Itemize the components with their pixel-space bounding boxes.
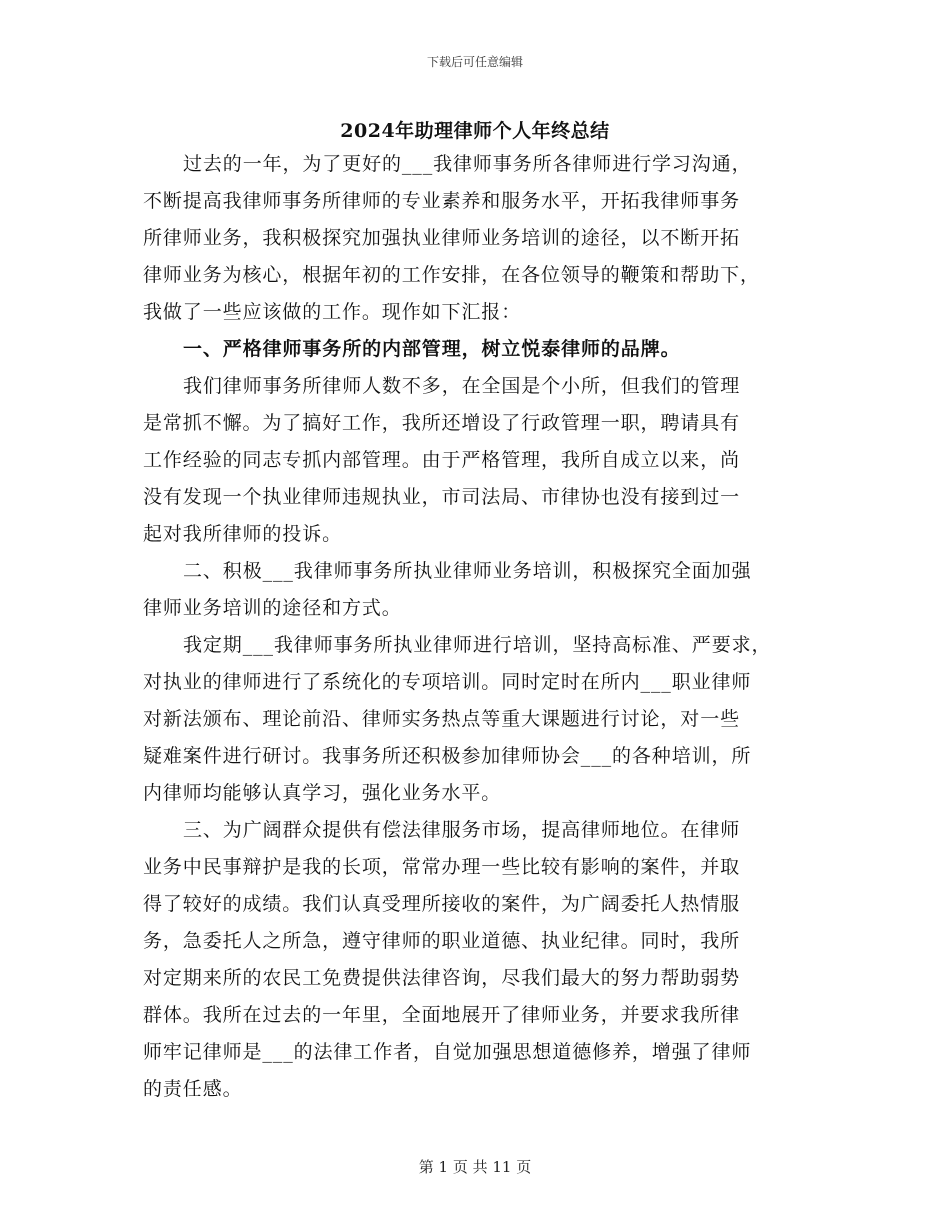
body-text-line: 对新法颁布、理论前沿、律师实务热点等重大课题进行讨论，对一些 xyxy=(143,708,741,730)
document-body xyxy=(143,146,823,1108)
body-text-line: 工作经验的同志专抓内部管理。由于严格管理，我所自成立以来，尚 xyxy=(143,449,741,471)
body-text-line: 律师业务为核心，根据年初的工作安排，在各位领导的鞭策和帮助下， xyxy=(143,264,760,286)
section-heading: 一、严格律师事务所的内部管理，树立悦泰律师的品牌。 xyxy=(183,338,681,360)
header-note: 下载后可任意编辑 xyxy=(426,55,523,69)
body-text-line: 过去的一年，为了更好的___我律师事务所各律师进行学习沟通， xyxy=(183,153,752,175)
document-title: 2024年助理律师个人年终总结 xyxy=(340,120,610,142)
body-text-line: 业务中民事辩护是我的长项，常常办理一些比较有影响的案件，并取 xyxy=(143,856,741,878)
body-text-line: 群体。我所在过去的一年里，全面地展开了律师业务，并要求我所律 xyxy=(143,1004,741,1026)
body-text-line: 起对我所律师的投诉。 xyxy=(143,523,343,545)
body-text-line: 三、为广阔群众提供有偿法律服务市场，提高律师地位。在律师 xyxy=(183,819,741,841)
body-text-line: 我做了一些应该做的工作。现作如下汇报： xyxy=(143,301,522,323)
body-text-line: 对定期来所的农民工免费提供法律咨询，尽我们最大的努力帮助弱势 xyxy=(143,967,741,989)
body-text-line: 所律师业务，我积极探究加强执业律师业务培训的途径，以不断开拓 xyxy=(143,227,741,249)
body-text-line: 我们律师事务所律师人数不多，在全国是个小所，但我们的管理 xyxy=(183,375,741,397)
body-text-line: 没有发现一个执业律师违规执业，市司法局、市律协也没有接到过一 xyxy=(143,486,741,508)
body-text-line: 师牢记律师是___的法律工作者，自觉加强思想道德修养，增强了律师 xyxy=(143,1041,752,1063)
body-text-line: 内律师均能够认真学习，强化业务水平。 xyxy=(143,782,502,804)
body-text-line: 务，急委托人之所急，遵守律师的职业道德、执业纪律。同时，我所 xyxy=(143,930,741,952)
body-text-line: 的责任感。 xyxy=(143,1078,243,1100)
body-text-line: 对执业的律师进行了系统化的专项培训。同时定时在所内___职业律师 xyxy=(143,671,752,693)
page-footer: 第 1 页 共 11 页 xyxy=(418,1158,532,1176)
body-text-line: 得了较好的成绩。我们认真受理所接收的案件，为广阔委托人热情服 xyxy=(143,893,741,915)
body-text-line: 二、积极___我律师事务所执业律师业务培训，积极探究全面加强 xyxy=(183,560,752,582)
body-text-line: 不断提高我律师事务所律师的专业素养和服务水平，开拓我律师事务 xyxy=(143,190,741,212)
body-text-line: 我定期___我律师事务所执业律师进行培训，坚持高标准、严要求， xyxy=(183,634,772,656)
body-text-line: 律师业务培训的途径和方式。 xyxy=(143,597,402,619)
body-text-line: 疑难案件进行研讨。我事务所还积极参加律师协会___的各种培训，所 xyxy=(143,745,752,767)
body-text-line: 是常抓不懈。为了搞好工作，我所还增设了行政管理一职，聘请具有 xyxy=(143,412,741,434)
